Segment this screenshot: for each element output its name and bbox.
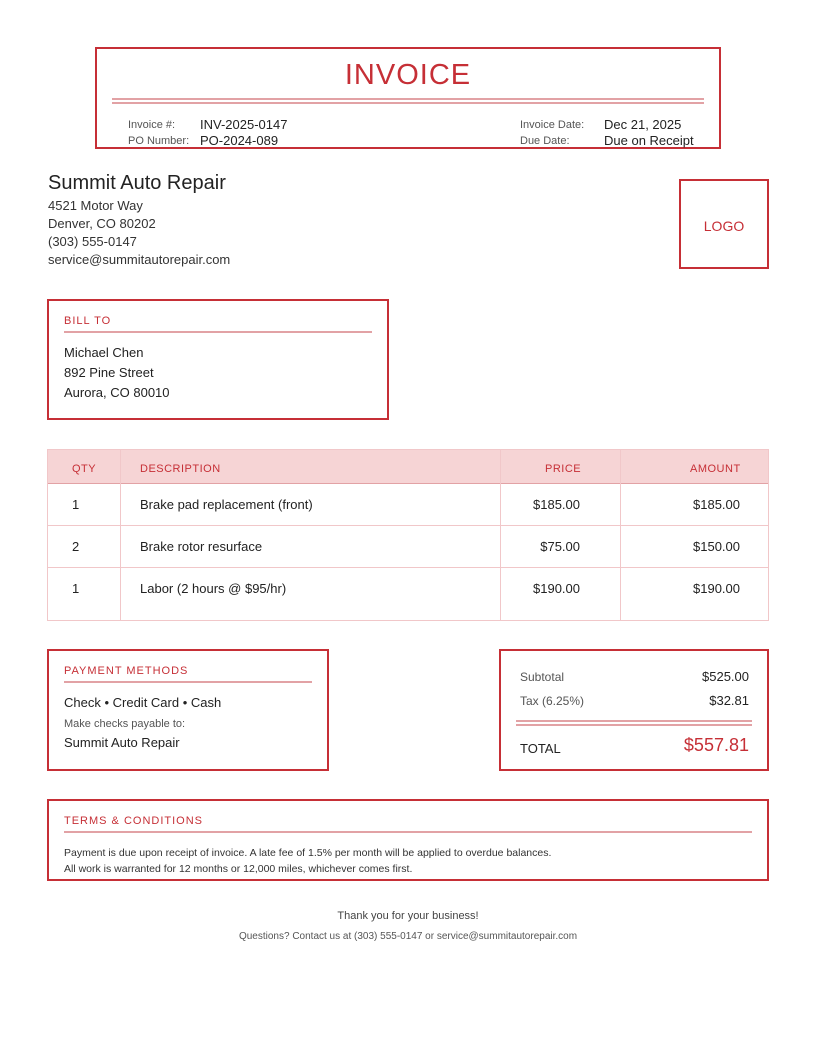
invoice-date: Dec 21, 2025 xyxy=(604,117,682,132)
line-items-table xyxy=(47,449,769,621)
item-price: $190.00 xyxy=(533,581,580,596)
column-divider xyxy=(120,450,121,620)
tax-label: Tax (6.25%) xyxy=(520,694,585,708)
due-date: Due on Receipt xyxy=(604,133,694,148)
logo-text: LOGO xyxy=(703,218,745,234)
terms-divider xyxy=(64,831,752,833)
row-divider xyxy=(48,567,768,568)
logo-placeholder xyxy=(679,179,769,269)
item-qty: 2 xyxy=(72,539,80,554)
totals-divider xyxy=(516,720,752,726)
po-number: PO-2024-089 xyxy=(200,133,279,148)
item-amount: $190.00 xyxy=(693,581,740,596)
bill-to-divider xyxy=(64,331,372,333)
company-email: service@summitautorepair.com xyxy=(48,252,231,267)
qty-header: QTY xyxy=(72,463,97,475)
po-number-label: PO Number: xyxy=(128,135,190,147)
bill-to-city: Aurora, CO 80010 xyxy=(64,385,170,400)
payment-divider xyxy=(64,681,312,683)
bill-to-box xyxy=(47,299,389,420)
company-address-line1: 4521 Motor Way xyxy=(48,198,143,213)
item-price: $185.00 xyxy=(533,497,580,512)
item-qty: 1 xyxy=(72,497,80,512)
terms-box xyxy=(47,799,769,881)
footer-contact: Questions? Contact us at (303) 555-0147 or service@summitautorepair.com xyxy=(238,931,578,942)
total-value: $557.81 xyxy=(683,735,749,755)
invoice-header xyxy=(95,47,721,149)
column-divider xyxy=(620,450,621,620)
row-divider xyxy=(48,525,768,526)
total-label: TOTAL xyxy=(520,741,561,756)
item-amount: $185.00 xyxy=(693,497,740,512)
item-description: Brake rotor resurface xyxy=(140,539,263,554)
item-amount: $150.00 xyxy=(693,539,740,554)
invoice-number: INV-2025-0147 xyxy=(200,117,288,132)
bill-to-name: Michael Chen xyxy=(64,345,144,360)
invoice-title: INVOICE xyxy=(344,59,472,91)
tax-value: $32.81 xyxy=(709,693,749,708)
item-description: Brake pad replacement (front) xyxy=(140,497,313,512)
terms-line2: All work is warranted for 12 months or 12,000 miles, whichever comes first. xyxy=(64,863,413,875)
header-divider xyxy=(112,98,704,104)
payable-note: Make checks payable to: xyxy=(64,718,186,730)
item-qty: 1 xyxy=(72,581,80,596)
payment-methods-list: Check • Credit Card • Cash xyxy=(64,695,222,710)
invoice-date-label: Invoice Date: xyxy=(520,119,585,131)
payment-methods-box xyxy=(47,649,329,771)
company-name: Summit Auto Repair xyxy=(48,172,226,194)
terms-title: TERMS & CONDITIONS xyxy=(64,815,204,827)
subtotal-label: Subtotal xyxy=(520,670,565,684)
due-date-label: Due Date: xyxy=(520,135,570,147)
amount-header: AMOUNT xyxy=(690,463,741,475)
terms-line1: Payment is due upon receipt of invoice. A late fee of 1.5% per month will be applied to overdue balances. xyxy=(64,847,552,859)
item-description: Labor (2 hours @ $95/hr) xyxy=(140,581,287,596)
price-header: PRICE xyxy=(545,463,582,475)
table-header-row xyxy=(48,450,768,484)
bill-to-street: 892 Pine Street xyxy=(64,365,154,380)
payment-methods-title: PAYMENT METHODS xyxy=(64,665,189,677)
totals-box xyxy=(499,649,769,771)
footer-thanks: Thank you for your business! xyxy=(337,910,479,922)
payable-to: Summit Auto Repair xyxy=(64,735,180,750)
subtotal-value: $525.00 xyxy=(702,669,749,684)
bill-to-title: BILL TO xyxy=(64,315,112,327)
invoice-number-label: Invoice #: xyxy=(128,119,176,131)
company-address-line2: Denver, CO 80202 xyxy=(48,216,156,231)
column-divider xyxy=(500,450,501,620)
description-header: DESCRIPTION xyxy=(140,463,221,475)
item-price: $75.00 xyxy=(540,539,580,554)
company-phone: (303) 555-0147 xyxy=(48,234,137,249)
